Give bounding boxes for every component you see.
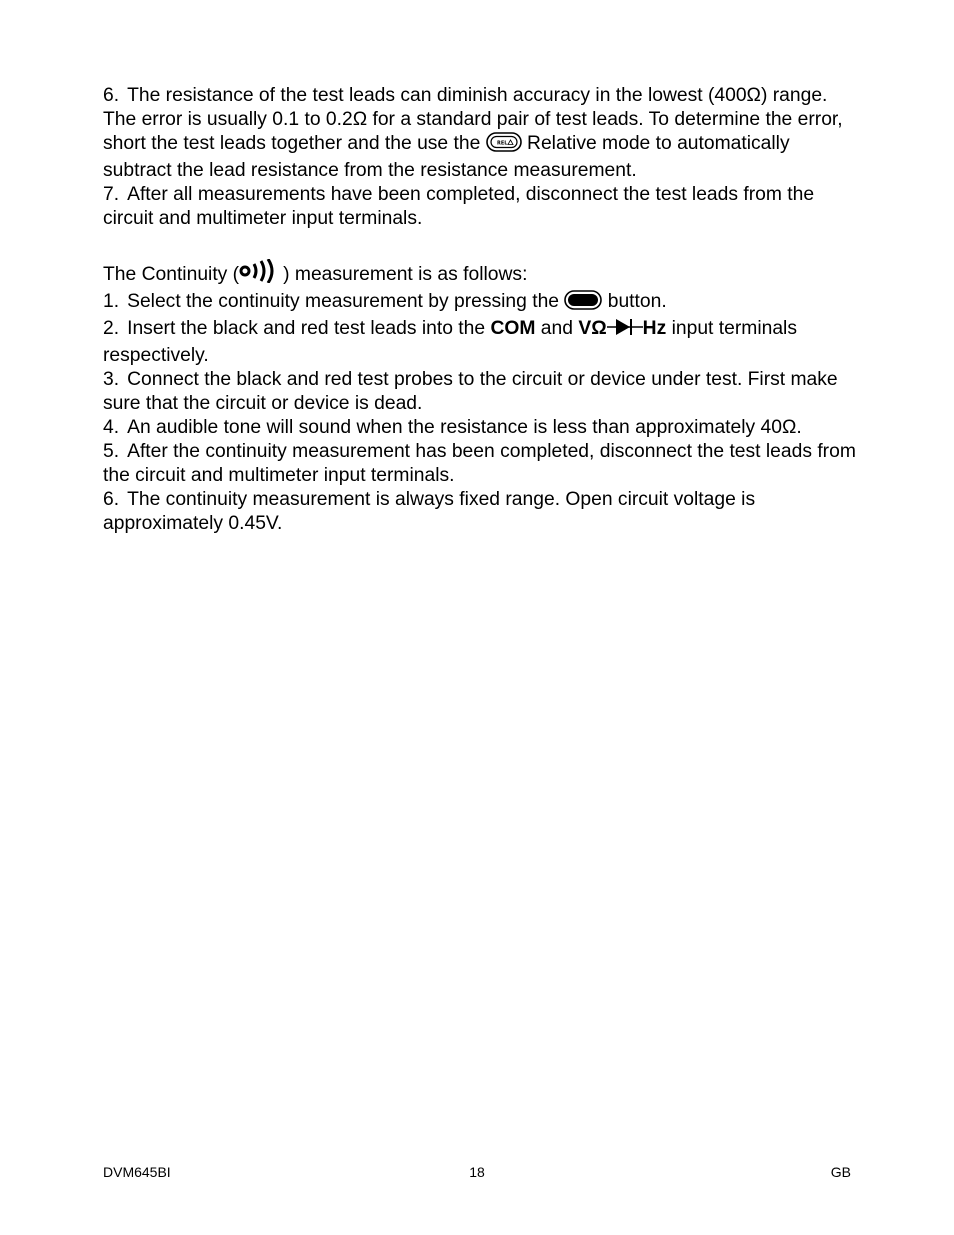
- continuity-step-2: [103, 317, 863, 368]
- step-text: Select the continuity measurement by pressing the: [127, 291, 560, 312]
- step-text: Insert the black and red test leads into the: [127, 318, 486, 339]
- step-number: 3.: [103, 369, 120, 390]
- footer-model: DVM645BI: [103, 1164, 171, 1180]
- step-number: 6.: [103, 489, 120, 510]
- svg-text:REL: REL: [496, 140, 508, 147]
- com-terminal-label: COM: [490, 318, 536, 339]
- hz-label: Hz: [642, 318, 667, 339]
- step-text-continued: input terminals respectively.: [103, 318, 797, 366]
- step-text: After all measurements have been completed, disconnect the test leads from the circuit and multimeter input terminals.: [103, 184, 815, 229]
- continuity-step-1: [103, 290, 863, 317]
- step-text: The resistance of the test leads can diminish accuracy in the lowest (400Ω) range. The error is usually 0.1 to 0.2Ω for a standard pair of test leads. To determine the error, short the test leads together and the use the: [103, 85, 843, 154]
- conjunction-text: and: [540, 318, 573, 339]
- step-text-continued: button.: [607, 291, 667, 312]
- step-number: 7.: [103, 184, 120, 205]
- resistance-step-7: [103, 183, 863, 231]
- step-text: Connect the black and red test probes to the circuit or device under test. First make sure that the circuit or device is dead.: [103, 369, 838, 414]
- footer-page-number: 18: [469, 1164, 485, 1180]
- continuity-intro: [103, 259, 863, 290]
- select-button-icon: [564, 290, 602, 317]
- step-number: 6.: [103, 85, 120, 106]
- continuity-step-4: [103, 416, 863, 440]
- step-text: An audible tone will sound when the resistance is less than approximately 40Ω.: [127, 417, 802, 438]
- intro-text: The Continuity (: [103, 264, 240, 285]
- step-number: 4.: [103, 417, 120, 438]
- continuity-sound-icon: [239, 259, 283, 290]
- rel-button-icon: [486, 132, 522, 159]
- footer-language: GB: [830, 1164, 851, 1180]
- step-number: 1.: [103, 291, 120, 312]
- paragraph-gap: [103, 231, 863, 259]
- continuity-step-3: [103, 368, 863, 416]
- continuity-step-5: [103, 440, 863, 488]
- continuity-step-6: [103, 488, 863, 536]
- step-number: 2.: [103, 318, 120, 339]
- page-content: [103, 84, 863, 536]
- v-omega-label: VΩ: [578, 318, 607, 339]
- diode-icon: [607, 317, 643, 344]
- intro-text-continued: ) measurement is as follows:: [283, 264, 528, 285]
- step-text-continued: Relative mode to automatically subtract the lead resistance from the resistance measurement.: [103, 133, 790, 181]
- step-text: After the continuity measurement has been completed, disconnect the test leads from the circuit and multimeter input terminals.: [103, 441, 856, 486]
- resistance-step-6: [103, 84, 863, 183]
- step-number: 5.: [103, 441, 120, 462]
- step-text: The continuity measurement is always fixed range. Open circuit voltage is approximately 0.45V.: [103, 489, 756, 534]
